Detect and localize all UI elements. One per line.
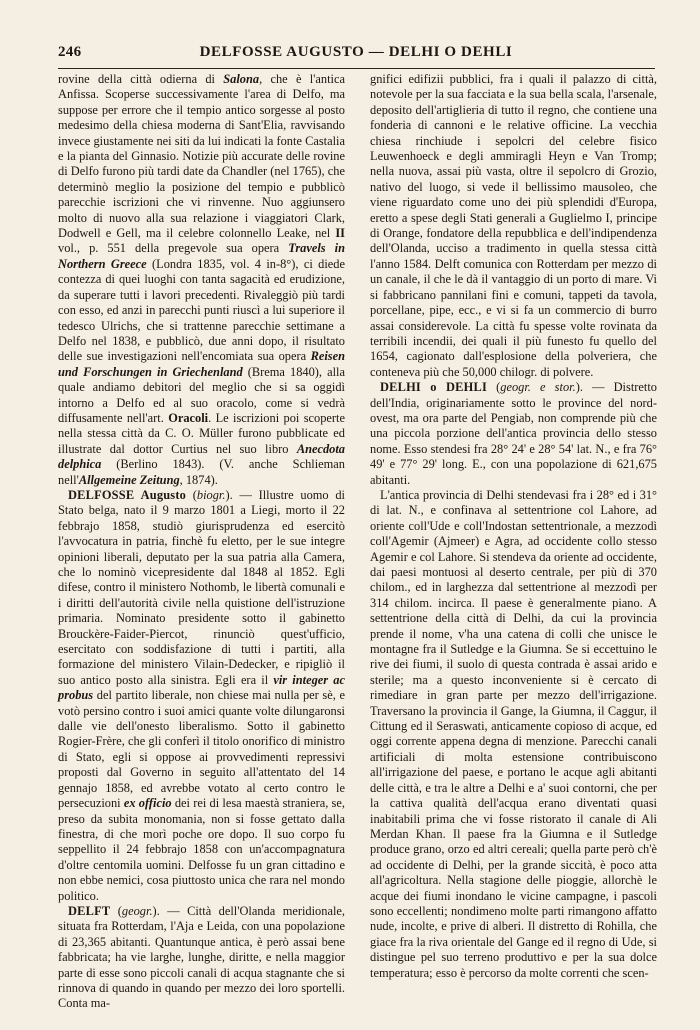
volume-numeral: II: [335, 226, 345, 241]
delfosse-entry: DELFOSSE Augusto (biogr.). — Illustre uomo di Stato belga, nato il 9 marzo 1801 a Liegi, morto il 22 febbrajo 1858, studiò giurisprudenza ed esercitò l'avvocatura in patria, finchè fu eletto, per le sue integre opinioni liberali, deputato per la sua patria alla Camera, che lo nominò vicepresidente dal 1848 al 1852. Egli difese, contro il ministero Nothomb, le libertà comunali e i diritti dell'autorità civile nella quistione dell'istruzione primaria. Nominato presidente sotto il gabinetto Brouckère-Faider-Piercot, rinunciò quest'ufficio, esercitato con soddisfazione di tutti i partiti, alla formazione del ministero Vilain-Dedecker, e ripigliò il suo antico posto alla sinistra. Egli era il vir integer ac probus del partito liberale, non chiese mai nulla per sè, e votò persino contro i suoi amici quante volte dilungaronsi dalle vie dell'onesto liberalismo. Sotto il gabinetto Rogier-Frère, che gli conferì il titolo onorifico di ministro di Stato, egli si oppose ai provvedimenti repressivi proposti dal Governo in seguito all'attentato del 14 gennajo 1858, ed avrebbe votato al certo contro le persecuzioni ex officio dei rei di lesa maestà straniera, se, preso da subita monomania, non si fosse gettato dalla finestra, di che morì poche ore dopo. Il suo corpo fu seppellito il 24 febbrajo 1858 con un'accompagnatura d'oltre centomila uomini. Delfosse fu un gran cittadino e non ebbe nemici, cosa piuttosto unica che rara nel mondo politico.: [58, 487, 345, 903]
text-segment: dei rei di lesa maestà straniera, se, preso da subita monomania, non si fosse gettato dalla finestra, di che morì poche ore dopo. Il suo corpo fu seppellito il 24 febbrajo 1858 con un'accompagnatura d'oltre centomila uomini. Delfosse fu un gran cittadino e non ebbe nemici, cosa piuttosto unica che rara nel mondo politico.: [58, 796, 345, 903]
work-title: Reisen und Forschungen in Griechenland: [58, 349, 345, 379]
entry-category: biogr.: [196, 487, 226, 502]
work-title: Travels in Northern Greece: [58, 241, 345, 271]
header-rule: [58, 68, 655, 69]
text-segment: , che è l'antica Anfissa. Scoperse successivamente l'area di Delfo, ma suppose per errore che il tempio antico sorgesse al posto medesimo della chiesa moderna di Sant'Elia, ravvisando invece giustamente nei siti da lui indicati la fonte Castalia e la pianta del Ginnasio. Notizie più accurate delle rovine di Delfo furono più tardi date da Chandler (nel 1765), che determinò meglio la posizione del tempio e pubblicò parecchie iscrizioni che vi rinvenne. Nuo aggiunsero molto di nuovo alla sua relazione i viaggiatori Clark, Dodwell e Gell, ma il celebre colonnello Leake, nel: [58, 72, 345, 241]
text-segment: , 1874).: [179, 472, 218, 487]
text-segment: (Berlino 1843). (V. anche Schlieman nell': [58, 457, 345, 487]
text-segment: — Distretto dell'India, originariamente sotto le province del nord-ovest, ma ora parte del Pengiab, non comprende più che una piccola porzione dell'antica provincia dello stesso nome. Esso stendesi fra 28° 24' e 28° 54' lat. N., e fra 76° 49' e 77° 29' long. E., con una popolazione di 621,675 abitanti.: [370, 380, 657, 487]
delhi-entry: DELHI o DEHLI (geogr. e stor.). — Distretto dell'India, originariamente sotto le province del nord-ovest, ma ora parte del Pengiab, non comprende più che una piccola porzione dell'antica provincia dello stesso nome. Esso stendesi fra 28° 24' e 28° 54' lat. N., e fra 76° 49' e 77° 29' long. E., con una popolazione di 621,675 abitanti.: [370, 380, 657, 487]
work-title: Anecdota delphica: [58, 441, 345, 472]
left-column: [58, 72, 345, 1012]
delft-entry: DELFT (geogr.). — Città dell'Olanda meridionale, situata fra Rotterdam, l'Aja e Leida, con una popolazione di 23,365 abitanti. Quantunque antica, è però assai bene fabbricata; ha vie larghe, lunghe, diritte, e nella maggior parte di esse sono piccoli canali di acqua stagnante che si rinnova di quando in quando per mezzo dei loro sportelli. Conta ma-: [58, 903, 345, 1011]
text-segment: — Illustre uomo di Stato belga, nato il 9 marzo 1801 a Liegi, morto il 22 febbrajo 1858, studiò giurisprudenza ed esercitò l'avvocatura in patria, finchè fu eletto, per le sue integre opinioni liberali, deputato per la sua patria alla Camera, che lo nominò vicepresidente dal 1848 al 1852. Egli difese, contro il ministero Nothomb, le libertà comunali e i diritti dell'autorità civile nella quistione dell'istruzione primaria. Nominato presidente sotto il gabinetto Brouckère-Faider-Piercot, rinunciò quest'ufficio, esercitato con soddisfazione di tutti i partiti, alla formazione del ministero Vilain-Dedecker, e ripigliò il suo antico posto alla sinistra. Egli era il: [58, 487, 345, 687]
text-segment: . Le iscrizioni poi scoperte nella stessa città da C. O. Müller furono pubblicate ed illustrate dal dottor Curtius nel suo libro: [58, 410, 345, 456]
entry-category: geogr. e stor.: [500, 380, 576, 395]
text-segment: — Città dell'Olanda meridionale, situata fra Rotterdam, l'Aja e Leida, con una popolazione di 23,365 abitanti. Quantunque antica, è però assai bene fabbricata; ha vie larghe, lunghe, diritte, e nella maggior parte di esse sono piccoli canali di acqua stagnante che si rinnova di quando in quando per mezzo dei loro sportelli. Conta ma-: [58, 903, 345, 1011]
page-header: [58, 44, 654, 64]
text-segment: (Brema 1840), alla quale andiamo debitori del meglio che si sa oggidì intorno a Delfo ed al suo oracolo, come si vedrà diffusamente nell'art.: [58, 364, 345, 425]
place-name-salona: Salona: [223, 72, 260, 86]
running-head: DELFOSSE AUGUSTO — DELHI O DEHLI: [199, 44, 513, 60]
delft-entry-continuation: gnifici edifizii pubblici, fra i quali il palazzo di città, notevole per la sua facciata e la sua bella scala, l'arsenale, deposito dell'artiglieria di tutto il regno, che contiene una fonderia di cannoni e le relative officine. La vecchia chiesa rinchiude i sepolcri del celebre fisico Leuwenhoeck e degli ammiragli Heyn e Van Tromp; nella nuova, assai più vasta, oltre il sepolcro di Grozio, nativo del luogo, si vede il bellissimo mausoleo, che viene riguardato come uno dei più splendidi d'Europa, eretto a spese degli Stati generali a Guglielmo I, principe di Orange, fondatore della repubblica e dell'indipendenza dell'Olanda, ucciso a tradimento in quella stessa città l'anno 1584. Delft comunica con Rotterdam per mezzo di un canale, il che le dà il vantaggio di un porto di mare. Vi si fabbricano pannilani fini e comuni, tappeti da tavola, porcellane, pipe, ecc., e vi si fa un commercio di burro assai considerevole. La città fu spesse volte rovinata da terribili incendii, dei quali il più funesto fu quello del 1654, cagionato dall'esplosione della polveriera, che conteneva più che 50,000 chilogr. di polvere.: [370, 72, 657, 379]
text-segment: (Londra 1835, vol. 4 in-8°), ci diede contezza di quei luoghi con tanta sagacità ed erudizione, da superare tutti i lavori precedenti. Rivaleggiò più tardi con esso, ed anzi in parecchi punti riuscì a lui superiore il tedesco Ulrichs, che si trattenne parecchie settimane a Delfo nel 1838, e pubblicò, due anni dopo, il risultato delle sue investigazioni nell'encomiata sua opera: [58, 256, 345, 364]
text-segment: rovine della città odierna di: [58, 72, 224, 86]
latin-phrase: ex officio: [123, 796, 172, 811]
text-segment: vol., p. 551 della pregevole sua opera: [58, 241, 289, 256]
work-title: Allgemeine Zeitung: [78, 472, 180, 487]
text-segment: del partito liberale, non chiese mai nulla per sè, e votò persino contro i suoi amici quante volte dilungaronsi dalle vie dell'onesto liberalismo. Sotto il gabinetto Rogier-Frère, che gli conferì il titolo onorifico di ministro di Stato, egli si oppose ai provvedimenti repressivi proposti dal Governo in seguito all'attentato del 14 gennajo 1858, ed avrebbe votato al certo contro le persecuzioni: [58, 688, 345, 811]
cross-reference: Oracoli: [168, 410, 209, 425]
entry-headword: DELHI o DEHLI: [380, 380, 487, 395]
right-column: [370, 72, 657, 981]
entry-category: geogr.: [121, 903, 153, 918]
delhi-entry-paragraph: L'antica provincia di Delhi stendevasi fra i 28° ed i 31° di lat. N., e confinava al settentrione col Lahore, ad oriente coll'Ude e coll'Indostan settentrionale, a mezzodì coll'Agemir (Ajmeer) e Agra, ad occidente collo stesso Agemir e col Lahore. Si stendeva da oriente ad occidente, dai paesi montuosi al deserto centrale, per più di 370 chilom., ed in larghezza dal settentrione al mezzodì per 314 chilom. incirca. Il paese è generalmente piano. A settentrione della città di Delhi, da cui la provincia prende il nome, v'ha una catena di colli che unisce le montagne fra il Sutledge e la Giumna. Se si eccettuino le rive dei fiumi, il suolo di questa contrada è assai arido e sterile; ma a questo inconveniente si è cercato di rimediare in gran parte per mezzo dell'irrigazione. Traversano la provincia il Gange, la Giumna, il Caggur, il Cittung ed il Seraswati, anticamente copioso di acque, ed oggi corrente appena degna di menzione. Parecchi canali artificiali di molta estensione contribuiscono all'irrigazione del paese, e portano le acque agli abitanti delle città, e tra le altre a Delhi e a' suoi contorni, che per la cattiva qualità dell'acqua erano diventati quasi inabitabili prima che vi fosse ristorato il canale di Ali Merdan Khan. Il paese fra la Giumna e il Sutledge produce grano, orzo ed altri cereali; quella parte però ch'è ad occidente di Delhi, per la grande siccità, è poco atta all'agricoltura. Nella stagione delle pioggie, allorchè le acque dei fiumi inondano le vicine campagne, i pascoli sono eccellenti; nondimeno molte parti rimangono affatto nude, incolte, e prive di alberi. Il distretto di Rohilla, che giace fra la riva orientale del Gange ed il regno di Ude, si distingue pel suo terreno produttivo e per la sua dolce temperatura; esso è percorso da molte correnti che scen-: [370, 487, 657, 980]
entry-headword: DELFT: [68, 903, 111, 918]
entry-headword: DELFOSSE Augusto: [68, 487, 187, 502]
page-number: 246: [58, 44, 82, 60]
latin-phrase: vir integer ac probus: [58, 672, 345, 703]
delfo-entry-continuation: [58, 72, 345, 488]
